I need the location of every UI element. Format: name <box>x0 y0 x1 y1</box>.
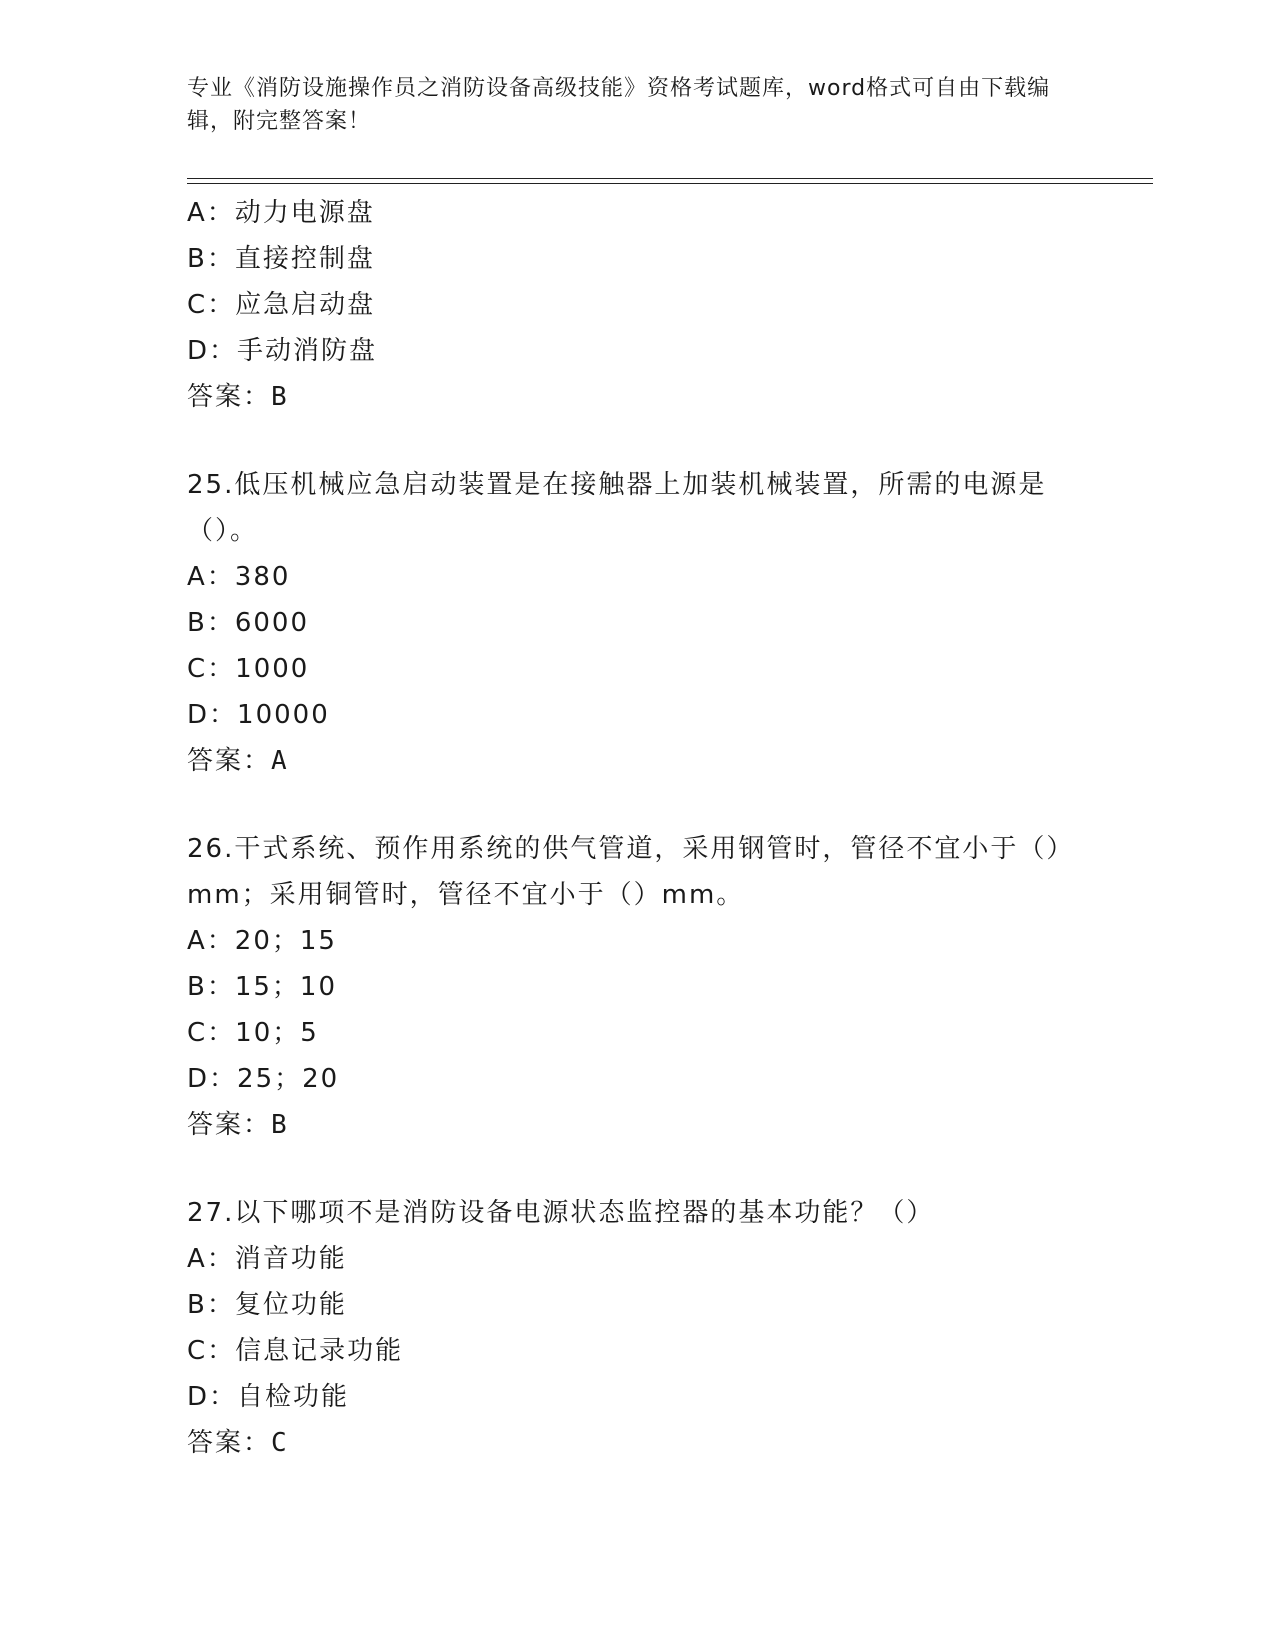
header-divider-top <box>187 178 1153 179</box>
option-c: C：10；5 <box>187 1018 319 1048</box>
option-a: A：消音功能 <box>187 1244 347 1274</box>
question-list <box>187 190 1087 1466</box>
option-d: D：25；20 <box>187 1064 340 1094</box>
question-block <box>187 462 1087 784</box>
document-header: 专业《消防设施操作员之消防设备高级技能》资格考试题库，word格式可自由下载编辑，附完整答案！ <box>187 76 1051 134</box>
answer-value: B <box>271 1110 289 1140</box>
option-d: D：10000 <box>187 700 330 730</box>
question-text: 25.低压机械应急启动装置是在接触器上加装机械装置，所需的电源是（）。 <box>187 470 1047 546</box>
header-divider-bottom <box>187 183 1153 184</box>
option-c: C：信息记录功能 <box>187 1336 404 1366</box>
answer-label: 答案： <box>187 1428 272 1458</box>
option-b: B：直接控制盘 <box>187 244 375 274</box>
question-text: 27.以下哪项不是消防设备电源状态监控器的基本功能？（） <box>187 1198 935 1228</box>
option-b: B：6000 <box>187 608 310 638</box>
question-block <box>187 190 1087 420</box>
option-a: A：380 <box>187 562 291 592</box>
answer-value: B <box>271 382 289 412</box>
option-b: B：15；10 <box>187 972 338 1002</box>
option-a: A：动力电源盘 <box>187 198 375 228</box>
answer-label: 答案： <box>187 382 272 412</box>
option-b: B：复位功能 <box>187 1290 347 1320</box>
answer-line <box>187 374 1087 420</box>
option-c: C：1000 <box>187 654 310 684</box>
answer-line <box>187 1102 1087 1148</box>
option-c: C：应急启动盘 <box>187 290 376 320</box>
question-text: 26.干式系统、预作用系统的供气管道，采用钢管时，管径不宜小于（）mm；采用铜管时，管径不宜小于（）mm。 <box>187 834 1075 910</box>
option-d: D：手动消防盘 <box>187 336 378 366</box>
question-block <box>187 826 1087 1148</box>
question-block <box>187 1190 1087 1466</box>
answer-line <box>187 738 1087 784</box>
answer-line <box>187 1420 1087 1466</box>
option-d: D：自检功能 <box>187 1382 350 1412</box>
answer-label: 答案： <box>187 746 272 776</box>
answer-value: A <box>271 746 289 776</box>
answer-value: C <box>271 1428 289 1458</box>
option-a: A：20；15 <box>187 926 337 956</box>
answer-label: 答案： <box>187 1110 272 1140</box>
